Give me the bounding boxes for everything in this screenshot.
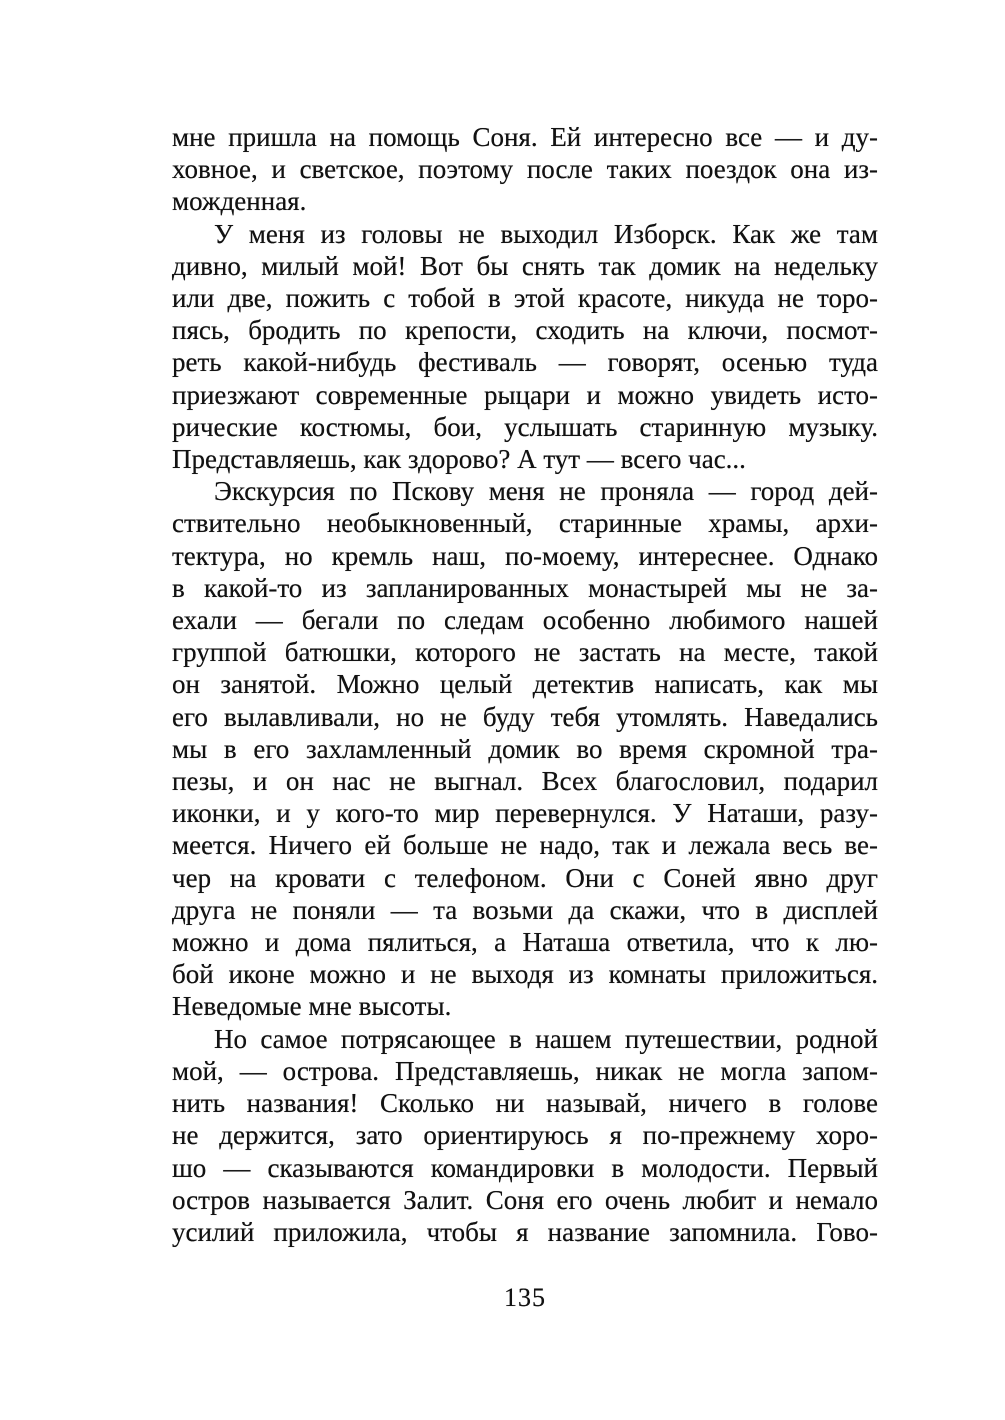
- text-line: приезжают современные рыцари и можно увидеть исто-: [172, 379, 878, 410]
- text-line: Неведомые мне высоты.: [172, 991, 452, 1022]
- page-text-block: [172, 121, 878, 1248]
- text-line: можденная.: [172, 186, 307, 217]
- text-line: бой иконе можно и не выходя из комнаты приложиться.: [172, 959, 878, 990]
- text-line: шо — сказываются командировки в молодости. Первый: [172, 1152, 878, 1183]
- text-line: чер на кровати с телефоном. Они с Соней явно друг: [172, 862, 878, 893]
- paragraph: [172, 475, 878, 1022]
- text-line: Но самое потрясающее в нашем путешествии, родной: [214, 1023, 878, 1054]
- text-line: не держится, зато ориентируюсь я по-прежнему хоро-: [172, 1120, 878, 1151]
- text-line: можно и дома пялиться, а Наташа ответила, что к лю-: [172, 927, 878, 958]
- paragraph: [172, 1023, 878, 1248]
- text-line: усилий приложила, чтобы я название запомнила. Гово-: [172, 1216, 878, 1247]
- text-line: ховное, и светское, поэтому после таких поездок она из-: [172, 154, 878, 185]
- page-number: 135: [504, 1283, 546, 1312]
- text-line: группой батюшки, которого не застать на месте, такой: [172, 637, 878, 668]
- text-line: мой, — острова. Представляешь, никак не могла запом-: [172, 1055, 878, 1086]
- text-line: его вылавливали, но не буду тебя утомлять. Наведались: [172, 701, 878, 732]
- text-line: иконки, и у кого-то мир перевернулся. У Наташи, разу-: [172, 798, 878, 829]
- text-line: меется. Ничего ей больше не надо, так и лежала весь ве-: [172, 830, 878, 861]
- text-line: дивно, милый мой! Вот бы снять так домик на недельку: [172, 250, 878, 281]
- paragraph: [172, 121, 878, 218]
- text-line: реть какой-нибудь фестиваль — говорят, осенью туда: [172, 347, 878, 378]
- text-line: остров называется Залит. Соня его очень любит и немало: [172, 1184, 878, 1215]
- text-line: он занятой. Можно целый детектив написать, как мы: [172, 669, 878, 700]
- text-line: мы в его захламленный домик во время скромной тра-: [172, 733, 878, 764]
- text-line: в какой-то из запланированных монастырей мы не за-: [172, 572, 878, 603]
- text-line: пезы, и он нас не выгнал. Всех благословил, подарил: [172, 766, 878, 797]
- text-line: пясь, бродить по крепости, сходить на ключи, посмот-: [172, 315, 878, 346]
- text-line: Представляешь, как здорово? А тут — всего час...: [172, 444, 746, 475]
- text-line: Экскурсия по Пскову меня не проняла — город дей-: [214, 476, 878, 507]
- text-line: ствительно необыкновенный, старинные храмы, архи-: [172, 508, 878, 539]
- text-line: мне пришла на помощь Соня. Ей интересно все — и ду-: [172, 122, 878, 152]
- text-line: или две, пожить с тобой в этой красоте, никуда не торо-: [172, 283, 878, 314]
- text-line: ехали — бегали по следам особенно любимого нашей: [172, 605, 878, 636]
- text-line: нить названия! Сколько ни называй, ничего в голове: [172, 1088, 878, 1119]
- text-line: тектура, но кремль наш, по-моему, интереснее. Однако: [172, 540, 878, 571]
- text-line: друга не поняли — та возьми да скажи, что в дисплей: [172, 894, 878, 925]
- text-line: рические костюмы, бои, услышать старинную музыку.: [172, 411, 878, 442]
- paragraph: [172, 218, 878, 476]
- text-line: У меня из головы не выходил Изборск. Как же там: [214, 218, 878, 249]
